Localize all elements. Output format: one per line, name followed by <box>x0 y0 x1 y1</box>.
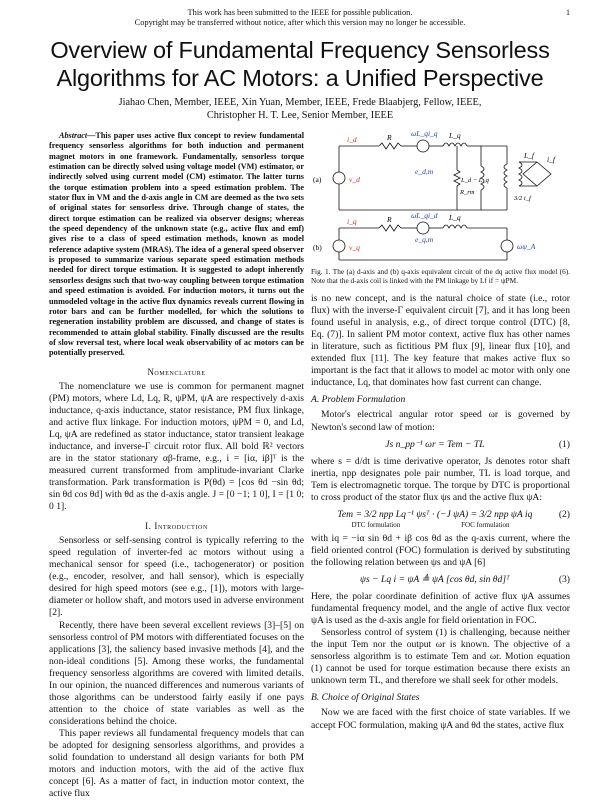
copyright-notice: Copyright may be transferred without notice, after which this version may no longer be accessible. <box>134 18 466 27</box>
section-b-heading: B. Choice of Original States <box>311 692 420 704</box>
dependent-source-b <box>417 222 429 234</box>
equation-1 <box>311 439 570 451</box>
equation-2-underbraces <box>321 521 540 529</box>
submission-notice: This work has been submitted to the IEEE for possible publication. <box>187 8 413 17</box>
abstract <box>49 131 304 359</box>
left-column <box>49 131 304 800</box>
right-column <box>311 128 570 732</box>
equation-1-body: Js n_pp⁻¹ ωr = Tem − TL <box>385 438 485 450</box>
equation-2-body: Tem = 3/2 npp Lq⁻¹ ψsᵀ · (−J ψA) = 3/2 npp ψA iq <box>337 508 533 520</box>
intro-paragraph-1: Sensorless or self-sensing control is typically referring to the speed regulation of inverter-fed ac motors without using a mechanical sensor for speed (i.e., tachogenerator) or position (e.g., encoder, resolver, and hall sensor), which is especially desired for high speed motors (see e.g., [1]), motors with large-diameter or hollow shaft, and motors used in adverse environment [2]. <box>49 535 304 619</box>
authors-line-1: Jiahao Chen, Member, IEEE, Xin Yuan, Member, IEEE, Frede Blaabjerg, Fellow, IEEE, <box>118 97 482 108</box>
figure-caption: Fig. 1. The (a) d-axis and (b) q-axis equivalent circuit of the dq active flux model (6). Note that the d-axis coil is linked with the PM linkage by Lf if = ψPM. <box>311 267 570 286</box>
label-r-a: R <box>387 133 392 142</box>
label-r-b: R <box>387 215 392 224</box>
introduction-heading: I. Introduction <box>145 521 208 532</box>
equation-3-number: (3) <box>558 573 570 585</box>
resistor-r-b <box>379 225 401 231</box>
label-lq-a: L_q <box>449 131 461 140</box>
equation-3 <box>311 574 570 586</box>
figure-label-b: (b) <box>313 243 322 252</box>
nomenclature-paragraph: The nomenclature we use is common for permanent magnet (PM) motors, where Ld, Lq, R, ψPM, ψA are respectively d-axis inductance, q-axis inductance, stator resistance, PM flux linkage, and active flux linkage. For induction motors, ψPM = 0, and Ld, Lq, ψA are redefined as stator inductance, stator transient leakage inductance, and inverse-Γ circuit rotor flux. All bold ℝ² vectors are in the stator stationary αβ-frame, e.g., i = [iα, iβ]ᵀ is the measured current transformed from amplitude-invariant Clarke transformation. Park transformation is P(θd) = [cos θd −sin θd; sin θd cos θd] with θd as the d-axis angle. J = [0 −1; 1 0], I = [1 0; 0 1]. <box>49 380 304 513</box>
equation-1-number: (1) <box>558 438 570 450</box>
label-emf-b: ωL_qi_d <box>411 211 438 220</box>
foc-formulation-label: FOC formulation <box>461 520 510 529</box>
section-a-paragraph-1: Motor's electrical angular rotor speed ωr is governed by Newton's second law of motion: <box>311 409 570 433</box>
nomenclature-heading: Nomenclature <box>147 366 206 377</box>
label-vd: v_d <box>349 175 360 184</box>
label-rrm: R_rm <box>460 189 475 196</box>
inductor-lq-b <box>443 225 467 228</box>
label-ld-lq: L_d − L_q <box>461 177 489 184</box>
section-a-paragraph-5: Sensorless control of system (1) is challenging, because neither the input Tem nor the output ωr is known. The objective of a sensorless algorithm is to estimate Tem and ωr. Motion equation (1) cannot be used for torque estimation because there exists an unknown term TL, and therefore we shall seek for other models. <box>311 627 570 687</box>
label-lf: L_f <box>524 151 535 160</box>
dependent-source-a <box>417 140 429 152</box>
page-number: 1 <box>566 8 570 17</box>
intro-paragraph-3: This paper reviews all fundamental frequency models that can be adopted for designing sensorless algorithms, and provides a solid foundation to understand all design variants for both PM motors and induction motors, with the aid of the active flux concept [6]. As a matter of fact, in induction motor context, the active flux <box>49 727 304 800</box>
label-vq: v_q <box>349 243 360 252</box>
label-emf-a: ωL_qi_q <box>411 129 438 138</box>
dtc-formulation-label: DTC formulation <box>351 520 401 529</box>
section-a-paragraph-4: Here, the polar coordinate definition of active flux ψA assumes fundamental frequency model, and the angle of active flux vector ψA is used as the d-axis angle for field orientation in FOC. <box>311 591 570 627</box>
right-intro-paragraph: is no new concept, and is the natural choice of state (i.e., rotor flux) with the inverse-Γ equivalent circuit [7], and it has long been found useful in analysis, e.g., of direct torque control (DTC) [8, Eq. (7)]. In salient PM motor context, active flux has other names in literature, such as fictitious PM flux [9], linear flux [10], and extended flux [11]. The key feature that makes active flux so important is the fact that it allows to model ac motor with only one inductance, Lq, that dominates how fast current can change. <box>311 293 570 389</box>
label-id: i_d <box>347 135 357 144</box>
section-a-paragraph-2: where s = d/dt is time derivative operator, Js denotes rotor shaft inertia, npp designates pole pair number, TL is load torque, and Tem is electromagnetic torque. The torque by DTC is proportional to cross product of the stator flux ψs and the active flux ψA: <box>311 455 570 503</box>
section-a-heading: A. Problem Formulation <box>311 394 406 406</box>
equation-2 <box>311 509 570 521</box>
paper-title <box>0 36 600 92</box>
section-b-paragraph-1: Now we are faced with the first choice of state variables. If we accept FOC formulation, making ψA and θd the states, active flux <box>311 707 570 731</box>
authors-line-2: Christopher H. T. Lee, Senior Member, IEEE <box>206 109 394 121</box>
figure-label-a: (a) <box>313 175 322 184</box>
abstract-text: —This paper uses active flux concept to review fundamental frequency sensorless algorithms for both induction and permanent magnet motors in one framework. Fundamentally, sensorless torque estimation can be directly solved using voltage model (VM) estimator, or indirectly solved using current model (CM) estimator. The latter turns the torque estimation problem into a speed estimation problem. The stator flux in VM and the d-axis angle in CM are deemed as the two sets of original states for sensorless drive. Through change of states, the direct torque estimation can be realized via observer designs; whereas the speed dependency of the unknown state (e.g., active flux and emf) gives rise to a class of speed estimation methods, known as model reference adaptive system (MRAS). The idea of a general speed observer is proposed to summarize various separate speed estimation methods needed for direct torque estimation. It is suggested to adopt inherently sensorless designs such that two-way coupling between torque estimation and speed estimation is avoided. For induction motors, it turns out the unmodeled voltage in the active flux dynamics reveals current flowing in rotor bars and can be further modelled, for which the solutions to regeneration instability problem are discussed, and change of states is recommended to attain global stability. Finally discussed are the results of slow reversal test, where local weak observability of ac motors can be potentially preserved. <box>49 131 304 358</box>
intro-paragraph-2: Recently, there have been several excellent reviews [3]–[5] on sensorless control of PM motors with differentiated focuses on the applications [3], the saliency based invasive methods [4], and the non-ideal conditions [5]. Among these works, the fundamental frequency sensorless algorithms are covered with limited details. In our opinion, the nuanced differences and numerous variants of those algorithms can be understood fairly easily if one pays attention to the choice of state variables as well as the considerations behind the choice. <box>49 619 304 727</box>
equation-2-number: (2) <box>558 508 570 520</box>
equivalent-circuit-figure <box>311 128 570 263</box>
title-line-1: Overview of Fundamental Frequency Sensorless <box>50 37 550 63</box>
equation-3-body: ψs − Lq i = ψA ≜ ψA [cos θd, sin θd]ᵀ <box>360 573 510 585</box>
label-eqm: e_q,m <box>415 235 434 244</box>
section-a-paragraph-3: with iq = −iα sin θd + iβ cos θd as the q-axis current, where the field oriented control (FOC) formulation is derived by substituting the following relation between ψs and ψA [6] <box>311 532 570 568</box>
label-omega-psi-a: ωψ_A <box>517 242 536 251</box>
inductor-lq-a <box>443 143 467 146</box>
title-line-2: Algorithms for AC Motors: a Unified Perspective <box>56 65 544 91</box>
label-lq-b: L_q <box>449 213 461 222</box>
abstract-lead: Abstract <box>59 131 88 140</box>
label-iq: i_q <box>347 217 357 226</box>
label-edm: e_d,m <box>415 167 434 176</box>
resistor-r-a <box>379 143 401 149</box>
label-if: i_f <box>547 155 555 164</box>
author-list <box>0 97 600 122</box>
label-three-halves-if: 3/2 i_f <box>514 195 531 202</box>
current-source-if <box>523 162 551 186</box>
